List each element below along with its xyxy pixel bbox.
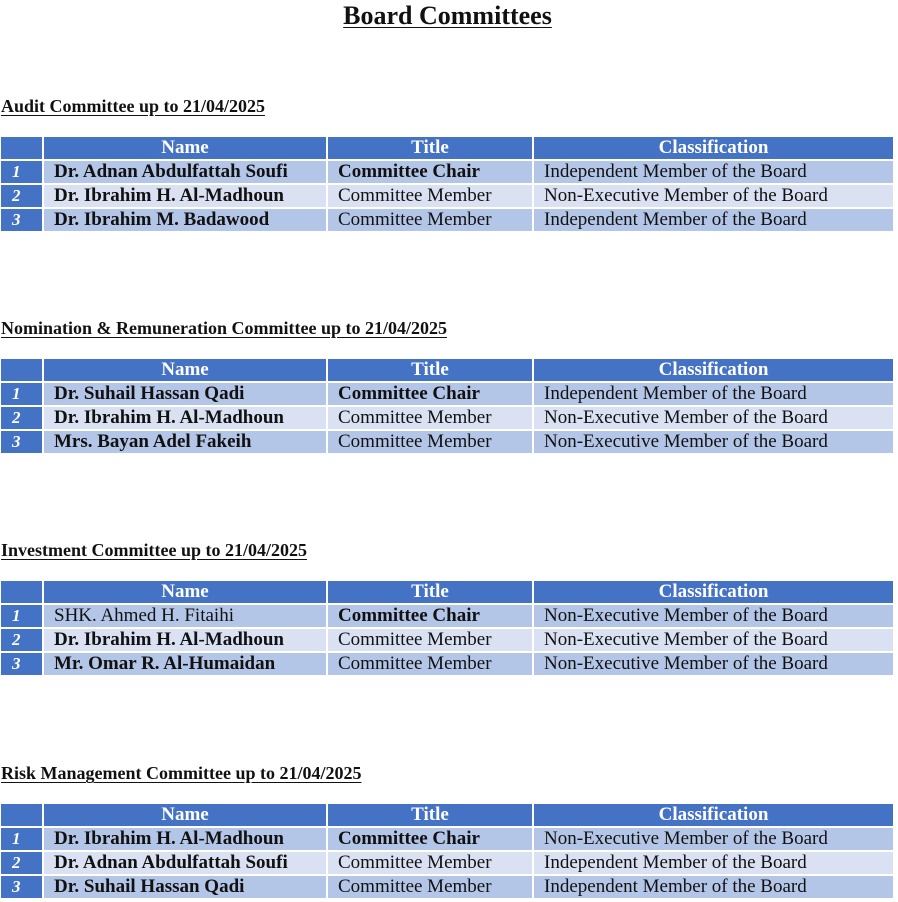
table-row — [1, 652, 893, 676]
column-header-title: Title — [327, 137, 533, 160]
member-name: Dr. Adnan Abdulfattah Soufi — [43, 851, 327, 875]
column-header-number — [1, 137, 43, 160]
table-row — [1, 208, 893, 232]
column-header-number — [1, 359, 43, 382]
member-title: Committee Chair — [327, 604, 533, 628]
member-title: Committee Chair — [327, 160, 533, 184]
row-number: 2 — [1, 184, 43, 208]
member-title: Committee Member — [327, 628, 533, 652]
row-number: 1 — [1, 160, 43, 184]
committee-table-audit — [1, 137, 893, 233]
member-classification: Independent Member of the Board — [533, 382, 893, 406]
member-name: Dr. Ibrahim H. Al-Madhoun — [43, 628, 327, 652]
column-header-classification: Classification — [533, 137, 893, 160]
row-number: 3 — [1, 875, 43, 899]
column-header-name: Name — [43, 581, 327, 604]
member-name: Mr. Omar R. Al-Humaidan — [43, 652, 327, 676]
member-name: Dr. Ibrahim H. Al-Madhoun — [43, 184, 327, 208]
member-title: Committee Member — [327, 184, 533, 208]
table-header-row — [1, 581, 893, 604]
column-header-name: Name — [43, 137, 327, 160]
column-header-classification: Classification — [533, 359, 893, 382]
column-header-title: Title — [327, 581, 533, 604]
table-row — [1, 875, 893, 899]
committee-table-risk-management — [1, 804, 893, 900]
table-row — [1, 604, 893, 628]
member-classification: Non-Executive Member of the Board — [533, 406, 893, 430]
row-number: 3 — [1, 430, 43, 454]
member-name: SHK. Ahmed H. Fitaihi — [43, 604, 327, 628]
table-row — [1, 430, 893, 454]
column-header-title: Title — [327, 359, 533, 382]
row-number: 1 — [1, 827, 43, 851]
member-title: Committee Member — [327, 430, 533, 454]
member-classification: Non-Executive Member of the Board — [533, 604, 893, 628]
committee-heading-risk-management: Risk Management Committee up to 21/04/2025 — [1, 763, 362, 783]
table-header-row — [1, 804, 893, 827]
table-header-row — [1, 359, 893, 382]
table-row — [1, 184, 893, 208]
member-name: Mrs. Bayan Adel Fakeih — [43, 430, 327, 454]
table-row — [1, 160, 893, 184]
member-classification: Non-Executive Member of the Board — [533, 430, 893, 454]
member-classification: Independent Member of the Board — [533, 160, 893, 184]
member-title: Committee Chair — [327, 382, 533, 406]
member-title: Committee Member — [327, 208, 533, 232]
member-title: Committee Member — [327, 652, 533, 676]
member-name: Dr. Suhail Hassan Qadi — [43, 382, 327, 406]
committee-heading-investment: Investment Committee up to 21/04/2025 — [1, 540, 307, 560]
table-header-row — [1, 137, 893, 160]
table-row — [1, 851, 893, 875]
table-row — [1, 628, 893, 652]
column-header-number — [1, 804, 43, 827]
column-header-title: Title — [327, 804, 533, 827]
page-title: Board Committees — [343, 1, 552, 30]
row-number: 2 — [1, 406, 43, 430]
committee-table-nomination — [1, 359, 893, 455]
committee-heading-nomination: Nomination & Remuneration Committee up to 21/04/2025 — [1, 318, 447, 338]
column-header-name: Name — [43, 359, 327, 382]
member-classification: Non-Executive Member of the Board — [533, 827, 893, 851]
member-classification: Independent Member of the Board — [533, 875, 893, 899]
member-name: Dr. Adnan Abdulfattah Soufi — [43, 160, 327, 184]
table-row — [1, 406, 893, 430]
member-classification: Non-Executive Member of the Board — [533, 628, 893, 652]
member-classification: Independent Member of the Board — [533, 208, 893, 232]
row-number: 3 — [1, 652, 43, 676]
table-row — [1, 827, 893, 851]
row-number: 1 — [1, 382, 43, 406]
member-name: Dr. Suhail Hassan Qadi — [43, 875, 327, 899]
member-title: Committee Chair — [327, 827, 533, 851]
member-name: Dr. Ibrahim H. Al-Madhoun — [43, 827, 327, 851]
column-header-name: Name — [43, 804, 327, 827]
member-title: Committee Member — [327, 406, 533, 430]
column-header-classification: Classification — [533, 804, 893, 827]
member-classification: Non-Executive Member of the Board — [533, 184, 893, 208]
row-number: 2 — [1, 851, 43, 875]
row-number: 1 — [1, 604, 43, 628]
member-name: Dr. Ibrahim M. Badawood — [43, 208, 327, 232]
committee-heading-audit: Audit Committee up to 21/04/2025 — [1, 96, 265, 116]
committee-table-investment — [1, 581, 893, 677]
row-number: 3 — [1, 208, 43, 232]
member-classification: Independent Member of the Board — [533, 851, 893, 875]
member-name: Dr. Ibrahim H. Al-Madhoun — [43, 406, 327, 430]
row-number: 2 — [1, 628, 43, 652]
table-row — [1, 382, 893, 406]
column-header-classification: Classification — [533, 581, 893, 604]
member-title: Committee Member — [327, 875, 533, 899]
member-classification: Non-Executive Member of the Board — [533, 652, 893, 676]
column-header-number — [1, 581, 43, 604]
member-title: Committee Member — [327, 851, 533, 875]
